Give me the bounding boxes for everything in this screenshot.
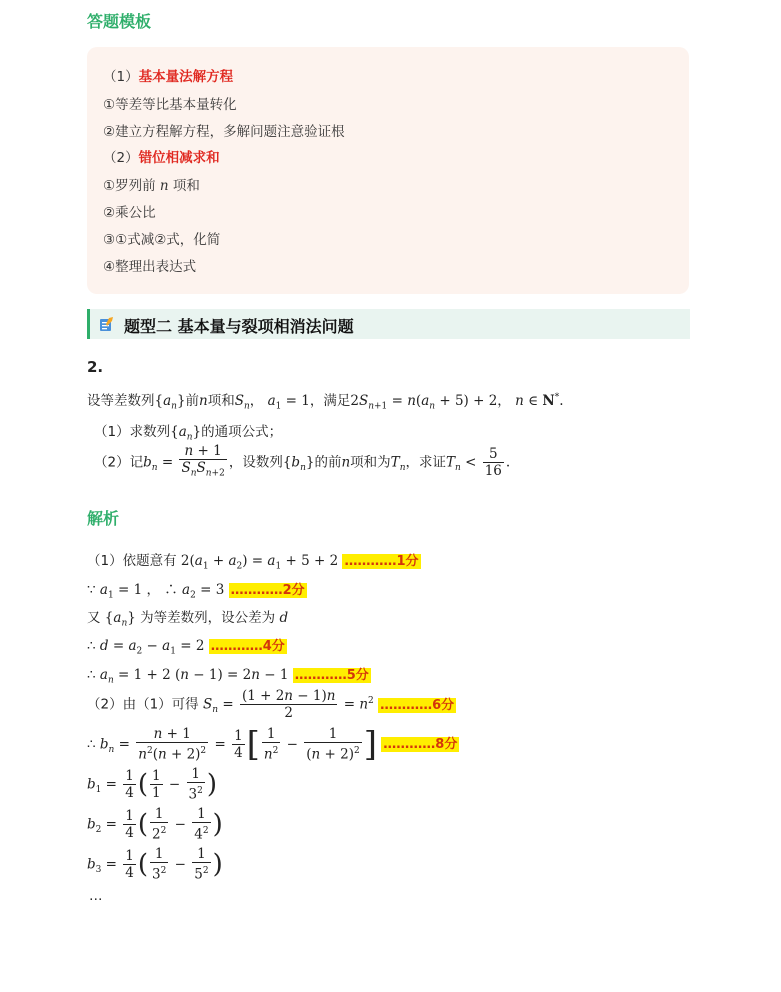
section-band	[87, 309, 690, 339]
template-heading: 答题模板	[87, 12, 152, 31]
question-sub1: （1）求数列$\{a_n\}$的通项公式；	[94, 424, 283, 443]
template-part2-title: （2）错位相减求和	[103, 150, 220, 166]
solution-line-2: ∵ $a_1 = 1$ ， ∴ $a_2 = 3$ …………2分	[87, 582, 305, 601]
template-step: ④整理出表达式	[103, 259, 197, 275]
template-step: ①罗列前 n 项和	[103, 178, 200, 194]
solution-ellipsis: …	[89, 888, 103, 904]
solution-line-3: 又 $\{a_n\}$ 为等差数列，设公差为 d	[87, 610, 289, 629]
score-mark: …………6分	[380, 697, 455, 713]
solution-line-6: （2）由（1）可得 $S_n$ = $\frac{(1 + 2n - 1)n}{2}$ = $n^2$ …………6分	[87, 688, 455, 721]
score-mark: …………2分	[230, 583, 305, 598]
template-part1-title: （1）基本量法解方程	[103, 69, 234, 85]
score-mark: …………8分	[383, 737, 458, 753]
pencil-note-icon	[99, 316, 115, 332]
score-mark: …………5分	[294, 668, 369, 683]
solution-heading: 解析	[87, 509, 120, 528]
template-box	[87, 47, 689, 294]
score-mark: …………4分	[210, 639, 285, 654]
template-step: ③①式减②式，化简	[103, 232, 221, 248]
question-number: 2.	[87, 358, 104, 376]
solution-line-1: （1）依题意有 $2(a_1 + a_2) = a_1 + 5 + 2$ …………1分	[87, 553, 419, 572]
question-stem: 设等差数列$\{a_n\}$前n项和$S_n$， $a_1 = 1$，满足$2S_{n+1} = n(a_n + 5) + 2$， n ∈ N*.	[87, 392, 564, 412]
section-band-title: 题型二 基本量与裂项相消法问题	[124, 317, 354, 336]
solution-line-5: ∴ $a_n = 1 + 2$ (n − 1) = 2n − 1 …………5分	[87, 667, 369, 686]
solution-b2: $b_2$ = $\frac{1}{4}$ ( $\frac{1}{2^2}$ − $\frac{1}{4^2}$ )	[87, 806, 223, 843]
solution-line-4: ∴ $d = a_2 - a_1 = 2$ …………4分	[87, 638, 285, 657]
template-step: ②乘公比	[103, 205, 156, 221]
template-step: ①等差等比基本量转化	[103, 97, 237, 113]
template-step: ②建立方程解方程，多解问题注意验证根	[103, 124, 345, 140]
solution-b3: $b_3$ = $\frac{1}{4}$ ( $\frac{1}{3^2}$ − $\frac{1}{5^2}$ )	[87, 846, 223, 883]
solution-line-7: ∴ $b_n$ = $\frac{n + 1}{n^2(n + 2)^2}$ = $\frac{1}{4}$ [ $\frac{1}{n^2}$ − $\frac{1}{(n + 2)^2}$ ] …………8分	[87, 724, 458, 765]
question-sub2: （2）记$b_n$ = $\frac{n + 1}{S_nS_{n+2}}$ ，设数列$\{b_n\}$的前n项和为$T_n$，求证$T_n$ < $\frac{5}{16}$ .	[94, 443, 511, 479]
solution-b1: $b_1$ = $\frac{1}{4}$ ( $\frac{1}{1}$ − $\frac{1}{3^2}$ )	[87, 766, 218, 803]
score-mark: …………1分	[344, 554, 419, 569]
